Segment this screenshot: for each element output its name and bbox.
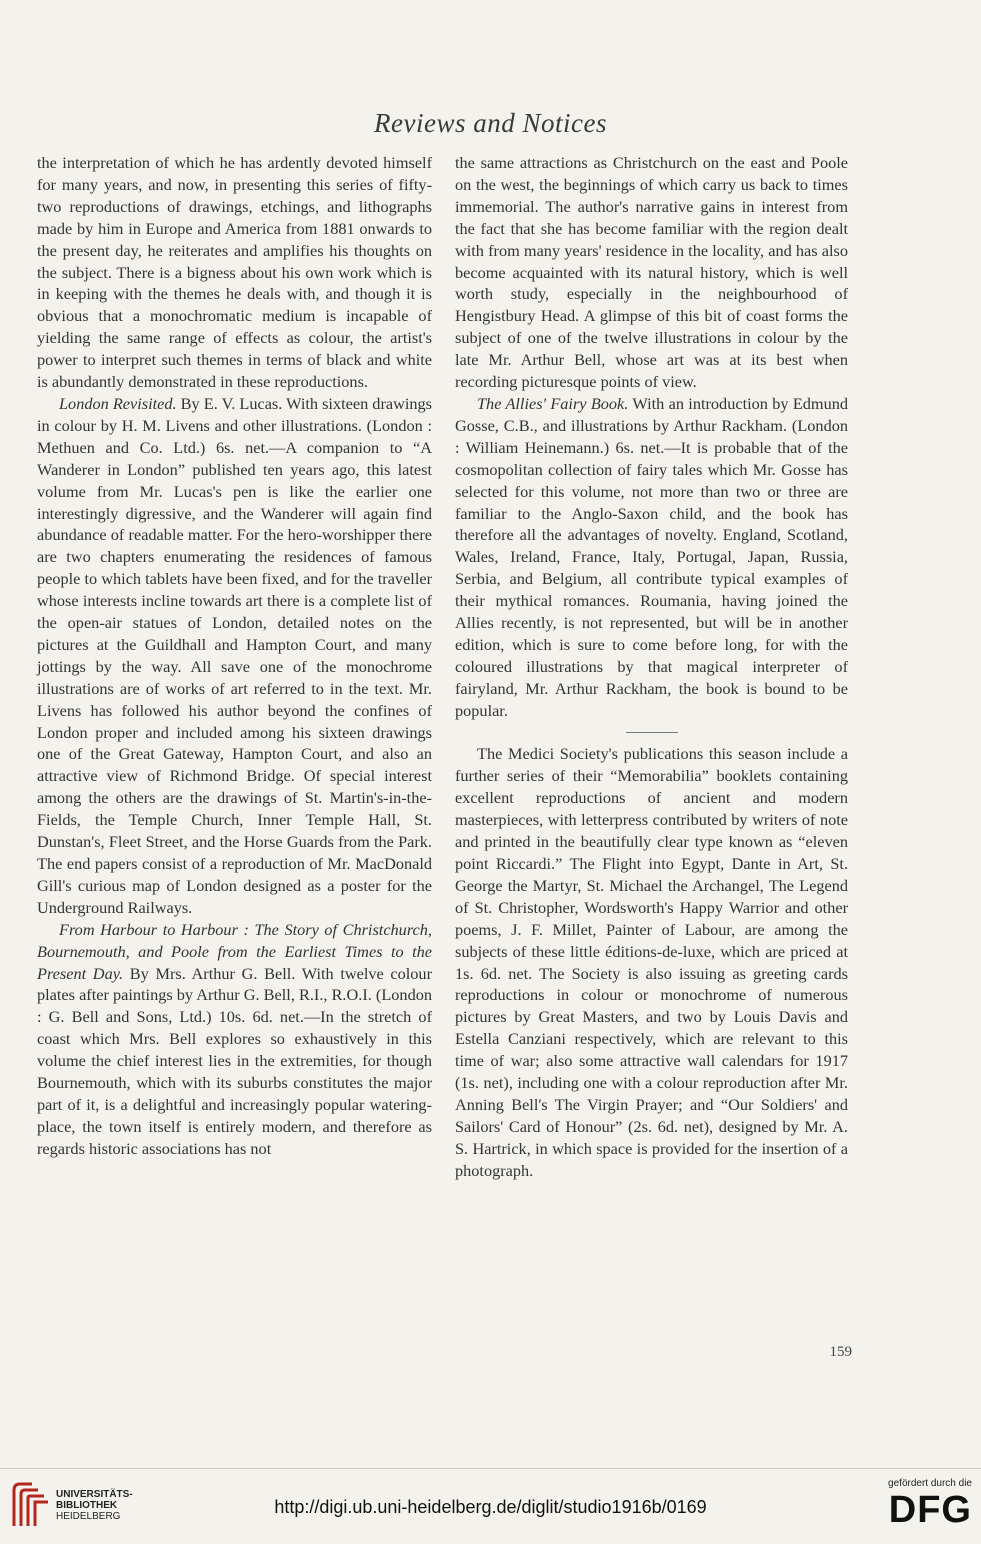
paragraph-continuation: the same attractions as Christchurch on the east and Poole on the west, the beginnings of which carry us back to times immemorial. The author's narrative gains in interest from the fact that she has become familiar with the region dealt with from many years' residence in the locality, and has also become acquainted with its natural history, which is well worth study, especially in the neighbourhood of Hengistbury Head. A glimpse of this bit of coast forms the subject of one of the twelve illustrations in colour by the late Mr. Arthur Bell, whose art was at its best when recording picturesque points of view. (455, 153, 848, 392)
review-london-revisited (37, 393, 432, 919)
review-harbour-to-harbour (37, 919, 432, 1160)
footer-divider (0, 1468, 981, 1469)
library-line-1: UNIVERSITÄTS- (56, 1489, 133, 1500)
review-allies-fairy-book (455, 393, 848, 722)
dfg-logo-icon: DFG (888, 1489, 972, 1531)
sponsor-logo[interactable] (868, 1478, 972, 1536)
book-title-harbour-to-harbour: From Harbour to Harbour : The Story of Christchurch, Bournemouth, and Poole from the Earliest Times to the Present Day. (37, 919, 432, 983)
paragraph-continuation: the interpretation of which he has ardently devoted himself for many years, and now, in presenting this series of fifty-two reproductions of drawings, etchings, and lithographs made by him in Europe and America from 1881 onwards to the present day, he reiterates and amplifies his thoughts on the subject. There is a bigness about his own work which is in keeping with the themes he deals with, and though it is obvious that a monochromatic medium is incapable of yielding the same range of effects as colour, the artist's power to interpret such themes in terms of black and white is abundantly demonstrated in these reproductions. (37, 153, 432, 392)
review-body: With an introduction by Edmund Gosse, C.B., and illustrations by Arthur Rackham. (London : William Heinemann.) 6s. net.—It is probable that of the cosmopolitan collection of fairy tales which Mr. Gosse has selected for this volume, not more than two or three are familiar to the Anglo-Saxon child, and the book has therefore all the advantages of novelty. England, Scotland, Wales, Ireland, France, Italy, Portugal, Japan, Russia, Serbia, and Belgium, all contribute typical examples of their mythical romances. Roumania, having joined the Allies recently, is not represented, but will be in another edition, which is sure to come before long, for with the coloured illustrations by that magical interpreter of fairyland, Mr. Arthur Rackham, the book is bound to be popular. (455, 393, 848, 720)
right-column (455, 152, 848, 1182)
book-title-london-revisited: London Revisited. (59, 393, 177, 413)
sponsor-caption: gefördert durch die (888, 1478, 972, 1489)
page-number: 159 (829, 1344, 852, 1360)
running-title: Reviews and Notices (374, 108, 607, 138)
review-body: By Mrs. Arthur G. Bell. With twelve colour plates after paintings by Arthur G. Bell, R.I., R.O.I. (London : G. Bell and Sons, Ltd.) 10s. 6d. net.—In the stretch of coast which Mrs. Bell explores so exhaustively in this volume the chief interest lies in the extremities, for though Bournemouth, which with its suburbs constitutes the major part of it, is a delightful and increasingly popular watering-place, the town itself is entirely modern, and therefore as regards historic associations has not (37, 963, 432, 1158)
review-body: By E. V. Lucas. With sixteen drawings in colour by H. M. Livens and other illustrations. (London : Methuen and Co. Ltd.) 6s. net.—A companion to “A Wanderer in London” published ten years ago, this latest volume from Mr. Lucas's pen is like the earlier one interestingly digressive, and the Wanderer will again find abundance of readable matter. For the hero-worshipper there are two chapters enumerating the residences of famous people to which tablets have been fixed, and for the traveller whose interests incline towards art there is a complete list of the open-air statues of London, detailed notes on the pictures at the Guildhall and Hampton Court, and many jottings by the way. All save one of the monochrome illustrations are of works of art referred to in the text. Mr. Livens has followed his author beyond the confines of London proper and included among his sixteen drawings one of the Great Gateway, Hampton Court, and also an attractive view of Richmond Bridge. Of special interest among the others are the drawings of St. Martin's-in-the-Fields, the Temple Church, Inner Temple Hall, St. Dunstan's, Fleet Street, and the Horse Guards from the Park. The end papers consist of a reproduction of Mr. MacDonald Gill's curious map of London designed as a poster for the Underground Railways. (37, 393, 432, 917)
library-line-2: BIBLIOTHEK (56, 1500, 118, 1511)
left-column (37, 152, 432, 1160)
section-divider (455, 722, 848, 744)
source-url[interactable]: http://digi.ub.uni-heidelberg.de/diglit/studio1916b/0169 (274, 1497, 707, 1517)
library-line-3: HEIDELBERG (56, 1511, 121, 1522)
book-title-allies-fairy-book: The Allies' Fairy Book. (477, 393, 629, 413)
medici-society-notice: The Medici Society's publications this season include a further series of their “Memorabilia” booklets containing excellent reproductions of ancient and modern masterpieces, with letterpress contributed by writers of note and printed in the beautifully clear type known as “eleven point Riccardi.” The Flight into Egypt, Dante in Art, St. George the Martyr, St. Michael the Archangel, The Legend of St. Christopher, Wordsworth's Happy Warrior and other poems, J. F. Millet, Painter of Labour, are among the subjects of these little éditions-de-luxe, which are priced at 1s. 6d. net. The Society is also issuing as greeting cards reproductions in colour or monochrome of numerous pictures by Great Masters, and two by Louis Davis and Estella Canziani respectively, which are relevant to this time of war; also some attractive wall calendars for 1917 (1s. net), including one with a colour reproduction after Mr. Anning Bell's The Virgin Prayer; and “Our Soldiers' and Sailors' Card of Honour” (2s. 6d. net), designed by Mr. A. S. Hartrick, in which space is provided for the insertion of a photograph. (455, 744, 848, 1180)
